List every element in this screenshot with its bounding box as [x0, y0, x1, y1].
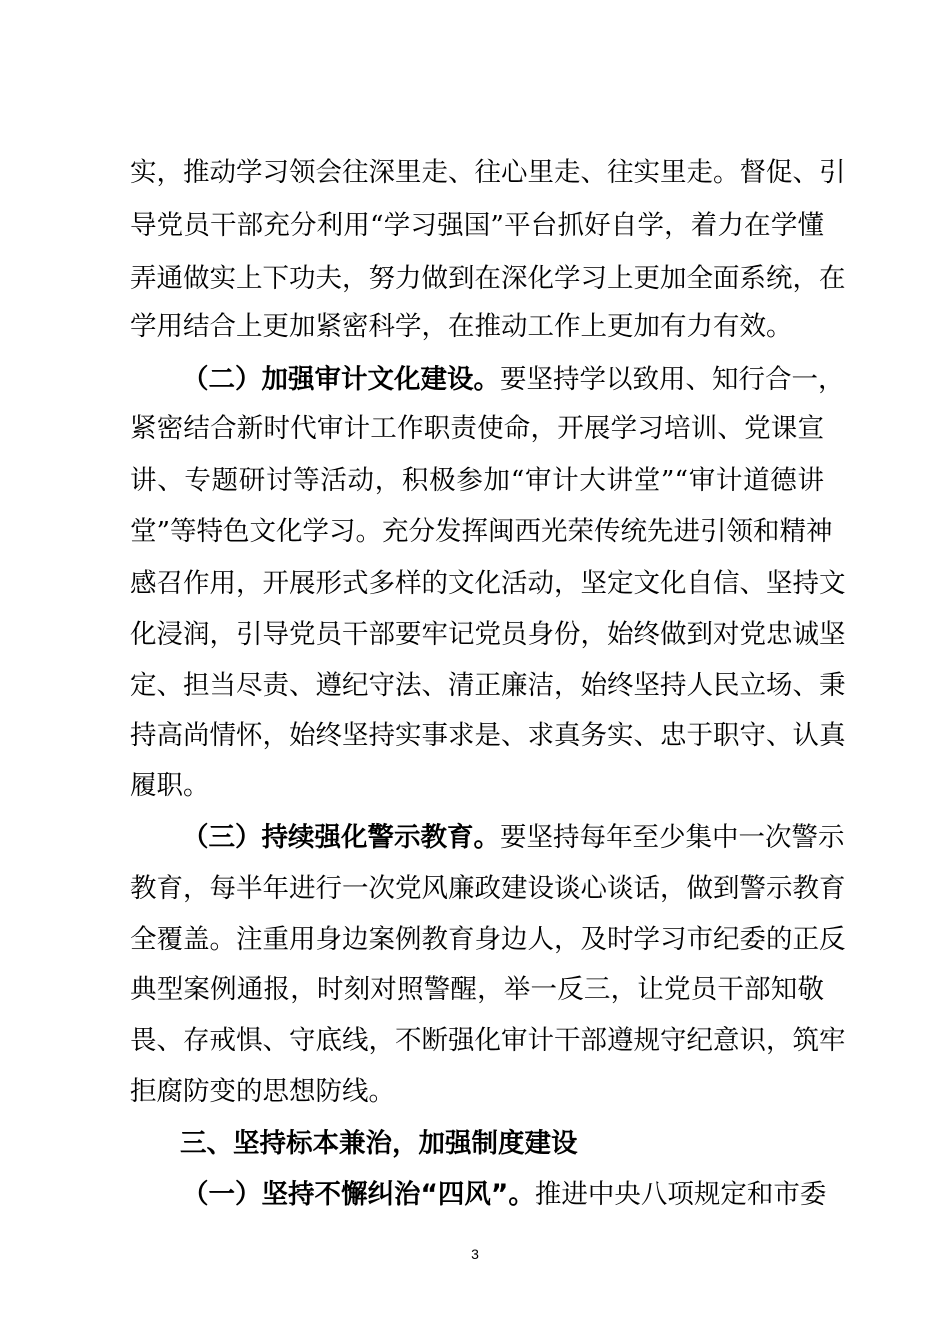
subsection-1-first-line	[182, 1177, 827, 1213]
paragraph-line: 堂”等特色文化学习。充分发挥闽西光荣传统先进引领和精神	[130, 516, 833, 547]
paragraph-line: 弄通做实上下功夫，努力做到在深化学习上更加全面系统，在	[130, 263, 846, 294]
section-3-first-line	[182, 820, 845, 856]
paragraph-line: 实，推动学习领会往深里走、往心里走、往实里走。督促、引	[130, 157, 846, 188]
paragraph-line: 履职。	[130, 770, 210, 801]
section-2-lead: （二）加强审计文化建设。	[182, 364, 500, 395]
paragraph-line: 讲、专题研讨等活动，积极参加“审计大讲堂”“审计道德讲	[130, 465, 824, 496]
section-3-lead: （三）持续强化警示教育。	[182, 822, 500, 853]
paragraph-line: 定、担当尽责、遵纪守法、清正廉洁，始终坚持人民立场、秉	[130, 670, 846, 701]
section-2-first-rest: 要坚持学以致用、知行合一，	[500, 364, 845, 395]
paragraph-line: 教育，每半年进行一次党风廉政建设谈心谈话，做到警示教育	[130, 873, 846, 904]
paragraph-line: 持高尚情怀，始终坚持实事求是、求真务实、忠于职守、认真	[130, 720, 846, 751]
section-heading: 三、坚持标本兼治，加强制度建设	[180, 1128, 578, 1159]
section-3-first-rest: 要坚持每年至少集中一次警示	[500, 822, 845, 853]
paragraph-line: 拒腐防变的思想防线。	[130, 1076, 395, 1107]
paragraph-line: 学用结合上更加紧密科学，在推动工作上更加有力有效。	[130, 311, 793, 342]
paragraph-line: 典型案例通报，时刻对照警醒，举一反三，让党员干部知敬	[130, 974, 824, 1005]
paragraph-line: 畏、存戒惧、守底线，不断强化审计干部遵规守纪意识，筑牢	[130, 1025, 846, 1056]
paragraph-line: 导党员干部充分利用“学习强国”平台抓好自学，着力在学懂	[130, 210, 824, 241]
paragraph-line: 化浸润，引导党员干部要牢记党员身份，始终做到对党忠诚坚	[130, 619, 846, 650]
paragraph-line: 感召作用，开展形式多样的文化活动，坚定文化自信、坚持文	[130, 568, 846, 599]
subsection-1-rest: 推进中央八项规定和市委	[534, 1179, 827, 1210]
section-2-first-line	[182, 362, 845, 398]
paragraph-line: 紧密结合新时代审计工作职责使命，开展学习培训、党课宣	[130, 413, 824, 444]
subsection-1-lead: （一）坚持不懈纠治“四风”。	[182, 1179, 535, 1210]
paragraph-line: 全覆盖。注重用身边案例教育身边人，及时学习市纪委的正反	[130, 924, 846, 955]
page-number: 3	[471, 1246, 479, 1262]
